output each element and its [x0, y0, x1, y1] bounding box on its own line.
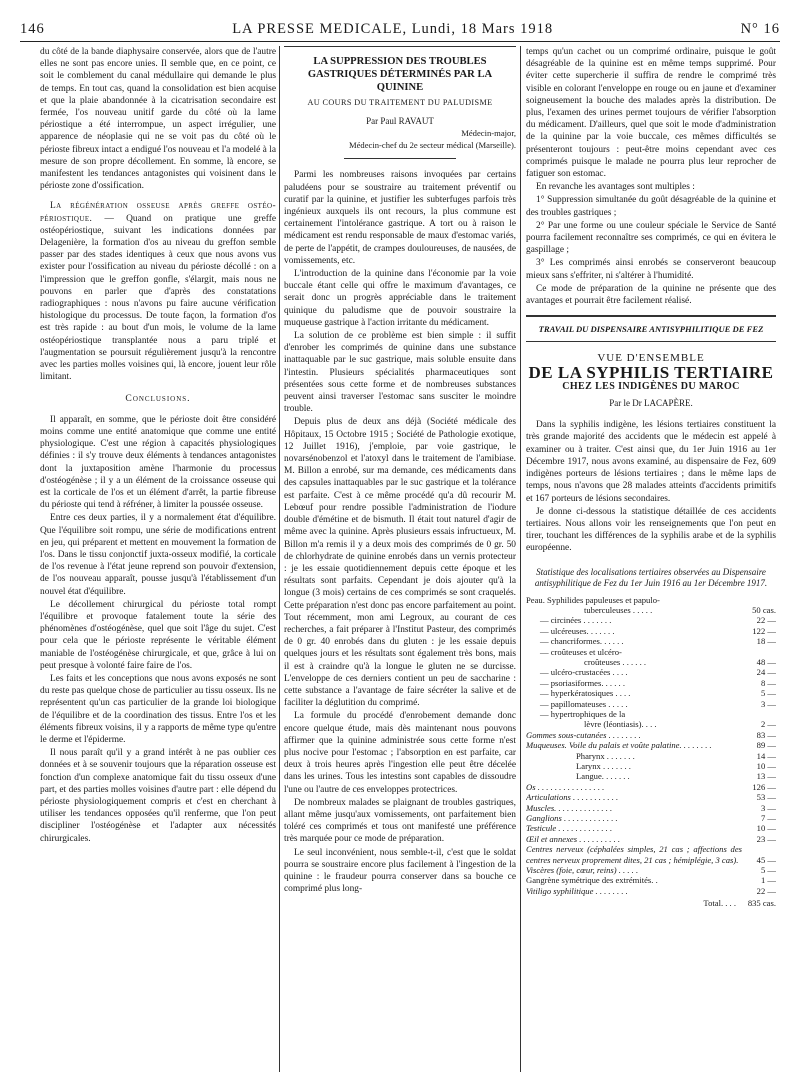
- column-right: [526, 46, 776, 1074]
- divider: [526, 315, 776, 317]
- table-cell-label: Testicule . . . . . . . . . . . . .: [526, 823, 613, 834]
- table-cell-value: 5 —: [760, 688, 776, 699]
- table-cell-label: Centres nerveux (céphalées simples, 21 cas ; affections des centres nerveux proprement dites, 21 cas ; hémiplégie, 3 cas).: [526, 844, 742, 865]
- table-cell-label: Viscères (foie, cœur, reins) . . . . .: [526, 865, 639, 876]
- paragraph: De nombreux malades se plaignant de troubles gastriques, allant même jusqu'aux vomissements, ont parfaitement bien toléré ces comprimés et tous ont manifesté une préférence très marquée pour ce mode de préparation.: [284, 797, 516, 845]
- column-divider: [520, 46, 521, 1072]
- article-title: DE LA SYPHILIS TERTIAIRE: [528, 362, 774, 382]
- paragraph: La solution de ce problème est bien simple : il suffit d'enrober les comprimés de quinine dans une substance inattaquable par le suc gastrique, mais soluble ensuite dans l'intestin. Plusieurs spécialités pharmaceutiques sont présentées sous cette forme et de nombreuses substances peuvent ainsi traverser l'estomac sans susciter le moindre trouble.: [284, 331, 516, 415]
- divider: [526, 341, 776, 342]
- table-cell-value: 8 —: [760, 677, 776, 688]
- journal-title: LA PRESSE MEDICALE, Lundi, 18 Mars 1918: [232, 21, 554, 37]
- table-row: [526, 730, 776, 740]
- table-cell-value: 50 cas.: [752, 604, 776, 615]
- table-row: [526, 834, 776, 844]
- table-cell-label: Muqueuses. Voile du palais et voûte palatine. . . . . . . .: [526, 740, 712, 751]
- column-left: [40, 46, 276, 1074]
- table-row: [526, 657, 776, 667]
- table-cell-label: Gangrène symétrique des extrémités. .: [526, 875, 658, 886]
- table-cell-label: lèvre (léontiasis). . . .: [584, 719, 657, 730]
- table-cell-label: Articulations . . . . . . . . . . .: [526, 792, 619, 803]
- section-heading: La régénération osseuse après greffe ostéo-périostique.: [40, 201, 276, 224]
- table-cell-value: 2 —: [760, 719, 776, 730]
- table-cell-label: — circinées . . . . . . .: [540, 615, 612, 626]
- table-cell-label: Œil et annexes . . . . . . . . . .: [526, 833, 621, 844]
- table-cell-value: 7 —: [760, 813, 776, 824]
- table-cell-label: — hyperkératosiques . . . .: [540, 688, 631, 699]
- article-subtitle: CHEZ LES INDIGÈNES DU MAROC: [562, 380, 740, 392]
- table-cell-value: [742, 709, 776, 719]
- table-cell-value: [742, 647, 776, 657]
- table-cell-value: [742, 595, 776, 605]
- table-cell-label: tuberculeuses . . . . .: [584, 604, 653, 615]
- section-title: Conclusions.: [125, 393, 191, 405]
- table-row: [526, 813, 776, 823]
- paragraph: Le seul inconvénient, nous semble-t-il, c'est que le soldat pourra se soustraire encore plus facilement à l'ingestion de la quinine : le fraudeur pourra conserver dans sa bouche ce comprimé plus long-: [284, 847, 516, 895]
- table-row: [526, 761, 776, 771]
- paragraph: Depuis plus de deux ans déjà (Société médicale des Hôpitaux, 15 Octobre 1915 ; Société de Pathologie exotique, 12 Juillet 1916), j'emploie, par voie gastrique, le novarsénobenzol et l'atoxyl dans le traitement de l'amibiase. M. Billon a enrobé, sur ma demande, ces médicaments dans des capsules inattaquables par le suc gastrique et la tolérance est parfaite. C'est à ce même procédé qu'a dû recourir M. Lebœuf pour rendre possible l'administration de l'iodure double d'émétine et de bismuth. Il était tout naturel d'agir de même avec la quinine. Après plusieurs essais infructueux, M. Billon m'a remis il y a deux mois des comprimés de 0 gr. 50 de chlorhydrate de quinine enrobés dans un vernis protecteur : je les essaie quotidiennement depuis cette époque et les résultats sont parfaits. Cependant je dois ajouter qu'à la longue (3 mois) certains de ces comprimés se sont craquelés. Cette préparation n'est donc pas encore parfaitement au point. Tout récemment, mon ami Legroux, au courant de ces recherches, a fait préparer à l'Institut Pasteur, des comprimés de 0 gr. 40 enrobés dans du gluten : je les essaie depuis quelques jours et les résultats sont également très bons, mais il est à craindre qu'à la longue le gluten ne se durcisse. L'enveloppe de ces derniers contient un peu de saccharine : cette substance a l'avantage de faire sécréter la salive et de faciliter la déglutition du comprimé.: [284, 417, 516, 709]
- table-cell-value: 53 —: [756, 792, 776, 803]
- table-row: [526, 803, 776, 813]
- table-cell-value: 10 —: [756, 761, 776, 772]
- paragraph-text: — Quand on pratique une greffe ostéopériostique, suivant les indications données par Delagenière, la formation d'os au niveau du greffon semble passer par des stades identiques à ceux que nous avons vus exister pour l'ossification au niveau du périoste décollé : on a l'impression que le greffon gonfle, s'élargit, mais nous ne pouvons en parler que d'après des constatations radiographiques : nous n'avons pu faire aucune vérification histologique du processus. De toute façon, la formation d'os est très rapide : au bout d'un mois, le volume de la lame ostéopériostique transplantée nous a paru triplé et l'augmentation se poursuit régulièrement jusqu'à la rencontre avec les parties molles voisines qui, là encore, jouent leur rôle limitant.: [40, 213, 276, 383]
- table-cell-value: 23 —: [756, 833, 776, 844]
- table-cell-label: Ganglions . . . . . . . . . . . . .: [526, 813, 618, 824]
- paragraph: La formule du procédé d'enrobement demande donc encore quelque étude, mais dès maintenant nous pouvons affirmer que la quinine administrée sous cette forme n'est plus nocive pour l'estomac ; l'absorption en est parfaite, car deux à trois heures après l'ingestion elle peut être décelée dans les urines. Tous les intestins sont capables de dissoudre l'une ou l'autre de ces enveloppes protectrices.: [284, 711, 516, 795]
- paragraph: du côté de la bande diaphysaire conservée, alors que de l'autre elles ne sont pas encore unies. Il semble que, en ce point, ce soit le comblement du canal médullaire qui demande le plus de temps. En tout cas, quand la consolidation est bien acquise et que la plaie abandonnée à la cicatrisation secondaire est fermée, l'os nouveau unitif garde du côté où la lame périostique a été interrompue, un aspect irrégulier, une apparence de néoplasie qui ne se voit pas du côté où le périoste fibreux intact a endigué l'os nouveau et l'a modelé à la mesure de son propre décollement. En somme, là encore, se manifestent les tendances antagonistes qui voisinent dans le périoste zone d'ossification.: [40, 47, 276, 192]
- paragraph: Entre ces deux parties, il y a normalement état d'équilibre. Que l'équilibre soit rompu, une série de modifications entrent en jeu, qui préparent et mettent en mouvement la formation de l'os. Dans le tissu conjonctif juxta-osseux modifié, la corticale de l'os revenue à l'état jeune reprend son pouvoir d'extension, de l'os nouveau apparaît, pousse jusqu'à l'établissement d'un nouvel état d'équilibre.: [40, 513, 276, 597]
- list-item: 2° Par une forme ou une couleur spéciale le Service de Santé pourra facilement reconnaître ses comprimés, ce qui en évitera le gaspillage ;: [526, 220, 776, 256]
- table-cell-value: 48 —: [756, 656, 776, 667]
- section-banner: TRAVAIL DU DISPENSAIRE ANTISYPHILITIQUE DE FEZ: [538, 324, 764, 335]
- table-row: [526, 699, 776, 709]
- paragraph: L'introduction de la quinine dans l'économie par la voie buccale étant celle qui offre le maximum d'avantages, ce serait donc un progrès appréciable dans le traitement quinique du paludisme que de pouvoir soustraire la muqueuse gastrique à l'action irritante du médicament.: [284, 269, 516, 328]
- list-item: 1° Suppression simultanée du goût désagréable de la quinine et des troubles gastriques ;: [526, 195, 776, 218]
- table-cell-value: 89 —: [756, 740, 776, 751]
- page-header: [20, 16, 780, 42]
- table-row: [526, 626, 776, 636]
- total-label: Total. . . .: [703, 898, 736, 909]
- paragraph: Parmi les nombreuses raisons invoquées par certains paludéens pour se soustraire au traitement préventif ou curatif par la quinine, et justifier les subterfuges parfois très ingénieux auxquels ils ont recours, la plus commune est certainement l'intolérance gastrique. A tort ou à raison le médicament est rendu responsable de maux d'estomac variés, de perte de l'appétit, de crampes douloureuses, de nausées, de vomissements, etc.: [284, 170, 516, 266]
- table-cell-value: 3 —: [760, 802, 776, 813]
- page-number: 146: [20, 21, 45, 37]
- table-cell-label: — papillomateuses . . . . .: [540, 698, 628, 709]
- table-cell-label: Langue. . . . . . .: [576, 771, 630, 782]
- paragraph: En revanche les avantages sont multiples :: [536, 182, 695, 193]
- table-row: [526, 615, 776, 625]
- table-row: [526, 595, 776, 605]
- table-row: [526, 782, 776, 792]
- author-affiliation: Médecin-chef du 2e secteur médical (Marseille).: [348, 139, 516, 150]
- statistics-table-body: [526, 595, 776, 897]
- table-row: [526, 875, 776, 885]
- paragraph: Dans la syphilis indigène, les lésions tertiaires constituent la très grande majorité des accidents que le médecin est appelé à examiner ou à traiter. C'est ainsi que, du 1er Juin 1916 au 1er Décembre 1917, nous avons examiné, au dispensaire de Fez, 609 indigènes porteurs de lésions tertiaires ; dans le même laps de temps, nous n'avons que 28 malades atteints d'accidents primitifs et 167 porteurs de lésions secondaires.: [526, 420, 776, 504]
- table-cell-value: 22 —: [756, 615, 776, 626]
- table-cell-value: 1 —: [760, 875, 776, 886]
- table-cell-label: — ulcéro-crustacées . . . .: [540, 667, 628, 678]
- table-row: [526, 678, 776, 688]
- total-value: 835 cas.: [747, 898, 776, 909]
- table-row: [526, 605, 776, 615]
- divider: [284, 46, 516, 47]
- table-cell-label: — hypertrophiques de la: [540, 708, 626, 719]
- paragraph: Le décollement chirurgical du périoste total rompt l'équilibre et provoque fatalement toute la série des phénomènes d'ostéogénèse, quel que soit l'âge du sujet. C'est pour cela que le périoste représente le véritable élément maniable de l'ostéogénèse chirurgicale, et que, grâce à lui on peut presque à volonté faire faire de l'os.: [40, 599, 276, 671]
- table-cell-value: 10 —: [756, 823, 776, 834]
- table-cell-value: 3 —: [760, 698, 776, 709]
- divider: [344, 158, 456, 159]
- paragraph: Il nous paraît qu'il y a grand intérêt à ne pas oublier ces données et à se souvenir toujours que la réparation osseuse est fonction d'un complexe anatomique fait du tissu osseux d'une part, et des parties molles voisines d'autre part : elle dépend du périoste physiologiquement compris et c'est en cherchant à utiliser les tendances opposées qu'il renferme, que l'on peut discipliner l'ostéogénèse et l'adapter aux nécessités chirurgicales.: [40, 748, 276, 844]
- table-row: [526, 647, 776, 657]
- table-row: [526, 709, 776, 719]
- table-cell-label: Muscles. . . . . . . . . . . . . .: [526, 802, 613, 813]
- table-cell-label: — chancriformes. . . . . .: [540, 636, 624, 647]
- article-author: Par le Dr LACAPÈRE.: [609, 398, 693, 409]
- table-row: [526, 688, 776, 698]
- table-cell-value: 24 —: [756, 667, 776, 678]
- table-cell-label: Vitiligo syphilitique . . . . . . . .: [526, 885, 628, 896]
- table-row: [526, 636, 776, 646]
- table-cell-label: Pharynx . . . . . . .: [576, 750, 635, 761]
- table-cell-label: — ulcéreuses. . . . . . .: [540, 625, 615, 636]
- article-kicker: VUE D'ENSEMBLE: [597, 352, 705, 365]
- table-row: [526, 823, 776, 833]
- table-cell-value: 45 —: [756, 854, 776, 865]
- table-row: [526, 751, 776, 761]
- author-title: Médecin-major,: [461, 128, 516, 139]
- statistics-table: [526, 595, 776, 909]
- article-subtitle: AU COURS DU TRAITEMENT DU PALUDISME: [307, 98, 493, 107]
- table-cell-value: 18 —: [756, 636, 776, 647]
- table-cell-label: Gommes sous-cutanées . . . . . . . .: [526, 729, 641, 740]
- table-cell-value: 5 —: [760, 865, 776, 876]
- table-row: [526, 844, 776, 865]
- paragraph: Ce mode de préparation de la quinine ne présente que des avantages et pourrait être facilement réalisé.: [526, 283, 776, 307]
- column-divider: [279, 46, 280, 1072]
- table-total-row: [526, 896, 776, 908]
- paragraph: Les faits et les conceptions que nous avons exposés ne sont du reste pas quelque chose de particulier au tissu osseux. Ils ne représentent qu'un cas particulier de la grande loi biologique de l'équilibre et de la coordination des tissus. Entre l'os et les éléments fibreux voisins, il y a rapports de même type qu'entre le derme et l'épiderme.: [40, 673, 276, 745]
- table-row: [526, 719, 776, 729]
- table-cell-value: 14 —: [756, 750, 776, 761]
- paragraph: temps qu'un cachet ou un comprimé ordinaire, puisque le goût désagréable de la quinine est en même temps supprimé. Pour éviter cette supercherie il suffira de rendre le comprimé très visible en colorant l'enveloppe en rouge ou en jaune et d'examiner soigneusement la bouche des malades après la distribution. De plus, l'examen des urines permet toujours de vérifier l'absorption du médicament. D'ailleurs, quel que soit le mode d'administration de la quinine par la voie buccale, ces mêmes difficultés se présenteront toujours : peut-être moins cependant avec ces comprimés puisque le malade ne pourra plus leur reprocher de fatiguer son estomac.: [526, 47, 776, 180]
- table-row: [526, 886, 776, 896]
- table-cell-label: Peau. Syphilides papuleuses et papulo-: [526, 594, 660, 605]
- table-row: [526, 865, 776, 875]
- table-cell-label: croûteuses . . . . . .: [584, 656, 647, 667]
- paragraph: [40, 200, 276, 383]
- table-cell-value: 22 —: [756, 885, 776, 896]
- table-cell-label: Os . . . . . . . . . . . . . . . .: [526, 781, 605, 792]
- list-item: 3° Les comprimés ainsi enrobés se conserveront beaucoup mieux sans s'effriter, ni s'altérer à l'humidité.: [526, 258, 776, 281]
- table-cell-label: Larynx . . . . . . .: [576, 761, 631, 772]
- table-cell-value: 126 —: [752, 781, 776, 792]
- table-cell-label: — croûteuses et ulcéro-: [540, 646, 622, 657]
- table-row: [526, 792, 776, 802]
- article-author: Par Paul RAVAUT: [366, 116, 434, 127]
- table-row: [526, 740, 776, 750]
- column-middle: [284, 46, 516, 1074]
- table-cell-value: 122 —: [752, 625, 776, 636]
- paragraph: Je donne ci-dessous la statistique détaillée de ces accidents tertiaires. Nous allons voir les renseignements que l'on peut en tirer, touchant les différences de la syphilis arabe et de la syphilis européenne.: [526, 506, 776, 554]
- table-cell-value: 13 —: [756, 771, 776, 782]
- table-row: [526, 771, 776, 781]
- table-cell-value: 83 —: [756, 729, 776, 740]
- article-title: LA SUPPRESSION DES TROUBLES GASTRIQUES DÉTERMINÉS PAR LA QUININE: [307, 56, 493, 93]
- issue-number: N° 16: [740, 21, 780, 37]
- table-cell-label: — psoriasiformes. . . . . .: [540, 677, 625, 688]
- table-row: [526, 667, 776, 677]
- paragraph: Il apparaît, en somme, que le périoste doit être considéré moins comme une entité anatomique que comme une entité physiologique. C'est une région à capacités physiologiques définies : il s'y trouve deux éléments à tendances antagonistes dont la juxtaposition amène l'harmonie du processus d'ostéogénèse ; il y a un élément de la croissance osseuse qui est la corticale de l'os et un élément d'arrêt, la partie fibreuse du périoste qui tend à réfréner, à limiter la poussée osseuse.: [40, 414, 276, 511]
- table-title: Statistique des localisations tertiaires observées au Dispensaire antisyphilitique de Fez du 1er Juin 1916 au 1er Décembre 1917.: [534, 566, 768, 588]
